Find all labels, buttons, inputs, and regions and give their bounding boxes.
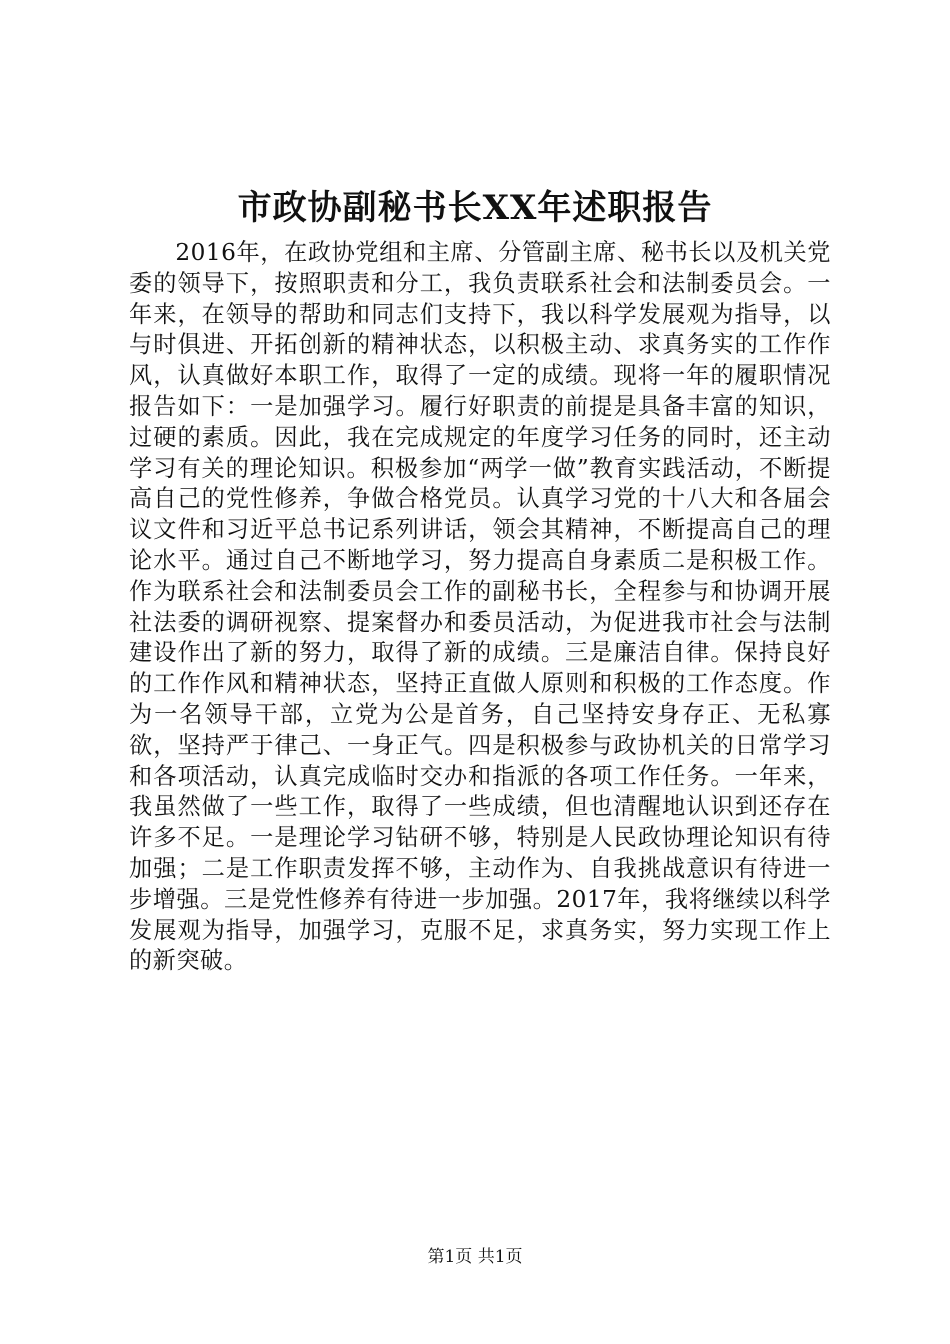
document-body-paragraph: 2016年，在政协党组和主席、分管副主席、秘书长以及机关党委的领导下，按照职责和分工，我负责联系社会和法制委员会。一年来，在领导的帮助和同志们支持下，我以科学发展观为指导，以与时俱进、开拓创新的精神状态，以积极主动、求真务实的工作作风，认真做好本职工作，取得了一定的成绩。现将一年的履职情况报告如下：一是加强学习。履行好职责的前提是具备丰富的知识，过硬的素质。因此，我在完成规定的年度学习任务的同时，还主动学习有关的理论知识。积极参加“两学一做”教育实践活动，不断提高自己的党性修养，争做合格党员。认真学习党的十八大和各届会议文件和习近平总书记系列讲话，领会其精神，不断提高自己的理论水平。通过自己不断地学习，努力提高自身素质二是积极工作。作为联系社会和法制委员会工作的副秘书长，全程参与和协调开展社法委的调研视察、提案督办和委员活动，为促进我市社会与法制建设作出了新的努力，取得了新的成绩。三是廉洁自律。保持良好的工作作风和精神状态，坚持正直做人原则和积极的工作态度。作为一名领导干部，立党为公是首务，自己坚持安身存正、无私寡欲，坚持严于律己、一身正气。四是积极参与政协机关的日常学习和各项活动，认真完成临时交办和指派的各项工作任务。一年来，我虽然做了一些工作，取得了一些成绩，但也清醒地认识到还存在许多不足。一是理论学习钻研不够，特别是人民政协理论知识有待加强；二是工作职责发挥不够，主动作为、自我挑战意识有待进一步增强。三是党性修养有待进一步加强。2017年，我将继续以科学发展观为指导，加强学习，克服不足，求真务实，努力实现工作上的新突破。 xyxy=(129,239,831,975)
page-number-footer: 第1页 共1页 xyxy=(427,1247,523,1267)
document-title: 市政协副秘书长XX年述职报告 xyxy=(237,188,713,228)
